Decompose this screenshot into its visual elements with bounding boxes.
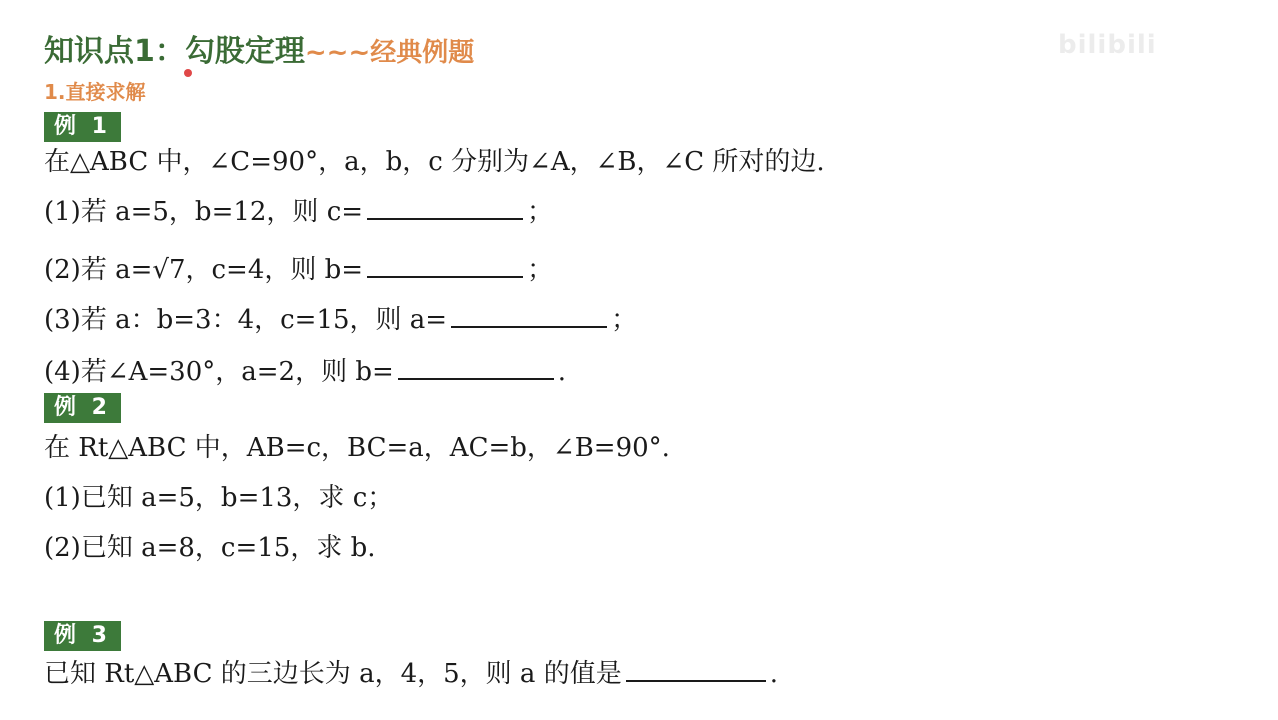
question-text: 已知 Rt△ABC 的三边长为 a，4，5，则 a 的值是 bbox=[44, 659, 622, 689]
question-text: (3)若 a：b=3：4，c=15，则 a= bbox=[44, 305, 448, 335]
answer-blank bbox=[367, 250, 523, 278]
example-3-badge: 例 3 bbox=[44, 621, 121, 651]
example-2-badge: 例 2 bbox=[44, 393, 121, 423]
title-sub: ~~~经典例题 bbox=[304, 38, 475, 68]
example-1-question-2 bbox=[44, 250, 553, 290]
section-heading: 1.直接求解 bbox=[44, 80, 146, 104]
example-1-question-3 bbox=[44, 300, 637, 340]
answer-blank bbox=[398, 352, 554, 380]
question-end: ； bbox=[611, 305, 638, 335]
answer-blank bbox=[451, 300, 607, 328]
example-3-stem bbox=[44, 654, 778, 694]
title-main: 知识点1：勾股定理 bbox=[44, 34, 305, 69]
question-end: ； bbox=[527, 255, 554, 285]
example-1-question-4 bbox=[44, 352, 566, 392]
page-title bbox=[44, 30, 474, 75]
example-1-stem: 在△ABC 中，∠C=90°，a，b，c 分别为∠A，∠B，∠C 所对的边. bbox=[44, 147, 825, 177]
answer-blank bbox=[367, 192, 523, 220]
example-1-question-1 bbox=[44, 192, 553, 232]
question-end: . bbox=[769, 659, 778, 689]
bilibili-watermark: bilibili bbox=[1058, 30, 1157, 60]
example-1-badge: 例 1 bbox=[44, 112, 121, 142]
example-2-question-1: (1)已知 a=5，b=13，求 c； bbox=[44, 483, 394, 513]
question-text: (4)若∠A=30°，a=2，则 b= bbox=[44, 357, 394, 387]
example-2-stem: 在 Rt△ABC 中，AB=c，BC=a，AC=b，∠B=90°. bbox=[44, 433, 670, 463]
example-2-question-2: (2)已知 a=8，c=15，求 b. bbox=[44, 533, 376, 563]
red-cursor-dot bbox=[184, 69, 192, 77]
question-text: (2)若 a=√7，c=4，则 b= bbox=[44, 255, 364, 285]
question-end: . bbox=[557, 357, 567, 387]
question-end: ； bbox=[527, 197, 554, 227]
question-text: (1)若 a=5，b=12，则 c= bbox=[44, 197, 364, 227]
answer-blank bbox=[626, 654, 766, 682]
